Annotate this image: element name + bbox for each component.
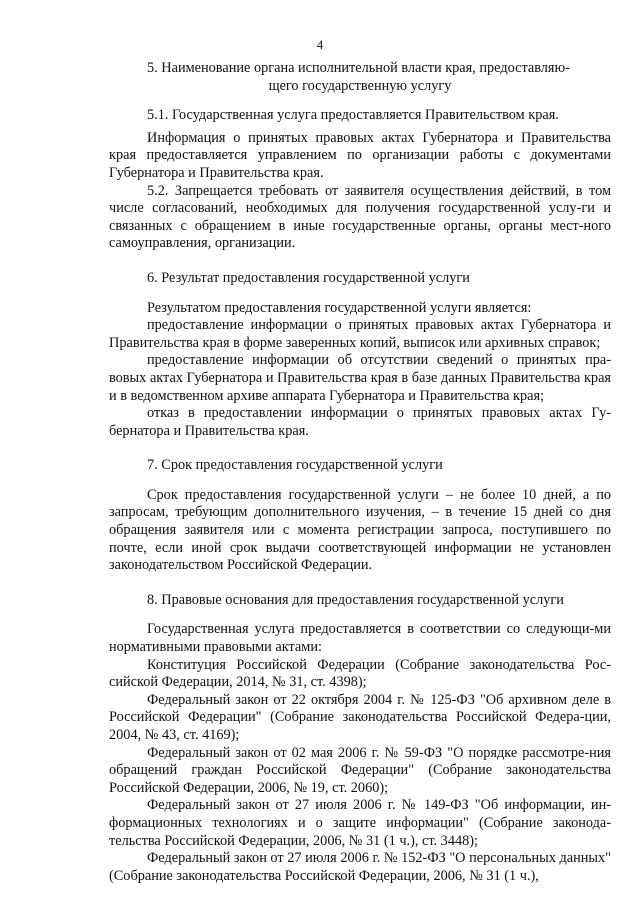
page-content <box>109 60 611 885</box>
paragraph: предоставление информации о принятых правовых актах Губернатора и Правительства края в форме заверенных копий, выписок или архивных справок; <box>109 317 611 351</box>
paragraph: Федеральный закон от 27 июля 2006 г. № 152-ФЗ "О персональных данных" (Собрание законодательства Российской Федерации, 2006, № 31 (1 ч.), <box>109 850 611 884</box>
paragraph: Федеральный закон от 22 октября 2004 г. № 125-ФЗ "Об архивном деле в Российской Федерации" (Собрание законодательства Российской Федера-ции, 2004, № 43, ст. 4169); <box>109 691 611 743</box>
paragraph: Результатом предоставления государственной услуги является: <box>147 299 532 316</box>
paragraph: 5.2. Запрещается требовать от заявителя осуществления действий, в том числе согласований, необходимых для получения государственной услу-ги и связанных с обращением в иные государственные органы, органы мест-ного самоуправления, организации. <box>109 182 611 252</box>
paragraph: отказ в предоставлении информации о принятых правовых актах Гу-бернатора и Правительства края. <box>109 405 611 439</box>
paragraph: Федеральный закон от 02 мая 2006 г. № 59-ФЗ "О порядке рассмотре-ния обращений граждан Российской Федерации" (Собрание законодательства Российской Федерации, 2006, № 19, ст. 2060); <box>109 744 611 796</box>
paragraph: Государственная услуга предоставляется в соответствии со следующи-ми нормативными правовыми актами: <box>109 621 611 656</box>
paragraph: Конституция Российской Федерации (Собрание законодательства Рос-сийской Федерации, 2014, № 31, ст. 4398); <box>109 656 611 691</box>
paragraph: Информация о принятых правовых актах Губернатора и Правительства края предоставляется управлением по организации работы с документами Губернатора и Правительства края. <box>109 129 611 181</box>
paragraph: предоставление информации об отсутствии сведений о принятых пра-вовых актах Губернатора и Правительства края в базе данных Правительства края и в ведомственном архиве аппарата Губернатора и Правительства края; <box>109 352 611 404</box>
paragraph: Срок предоставления государственной услуги – не более 10 дней, а по запросам, требующим дополнительного изучения, – в течение 15 дней со дня обращения заявителя или с момента регистрации запроса, поступившего по почте, если иной срок выдачи соответствующей информации не установлен законодательством Российской Федерации. <box>109 486 611 574</box>
paragraph: Федеральный закон от 27 июля 2006 г. № 149-ФЗ "Об информации, ин-формационных технологиях и о защите информации" (Собрание законода-тельства Российской Федерации, 2006, № 31 (1 ч.), ст. 3448); <box>109 797 611 849</box>
section-5-heading-cont: щего государственную услугу <box>268 77 452 94</box>
section-6-heading: 6. Результат предоставления государственной услуги <box>147 269 470 286</box>
section-8-heading: 8. Правовые основания для предоставления государственной услуги <box>147 591 564 608</box>
page-number: 4 <box>316 37 324 52</box>
section-5-heading: 5. Наименование органа исполнительной власти края, предоставляю- <box>147 60 570 76</box>
section-7-heading: 7. Срок предоставления государственной услуги <box>147 457 443 474</box>
paragraph: 5.1. Государственная услуга предоставляется Правительством края. <box>147 107 559 124</box>
